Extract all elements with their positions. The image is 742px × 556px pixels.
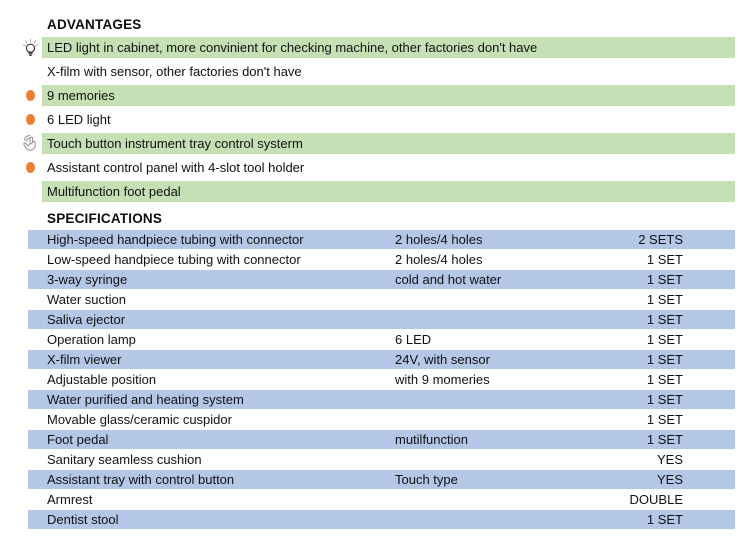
spec-detail-cell	[395, 290, 575, 309]
spec-row	[28, 270, 735, 289]
advantage-text: LED light in cabinet, more convinient for checking machine, other factories don't have	[47, 40, 538, 55]
spec-item-cell: 3-way syringe	[47, 272, 128, 287]
spec-item-cell: Dentist stool	[47, 512, 119, 527]
advantage-row	[42, 37, 735, 58]
spec-detail-cell: 6 LED	[395, 332, 432, 347]
spec-item-cell: X-film viewer	[47, 352, 122, 367]
spec-item-cell: Operation lamp	[47, 332, 136, 347]
spec-row	[28, 470, 735, 489]
spec-detail-cell	[395, 310, 575, 329]
spec-qty-cell: 1 SET	[646, 292, 683, 307]
advantage-text: 9 memories	[47, 88, 115, 103]
touch-icon	[21, 133, 40, 154]
advantage-row	[42, 133, 735, 154]
spec-qty-cell: YES	[656, 472, 683, 487]
spec-detail-cell: with 9 momeries	[395, 372, 490, 387]
spec-item-cell: Foot pedal	[47, 432, 109, 447]
spec-qty-cell: DOUBLE	[629, 492, 683, 507]
spec-qty-cell: 1 SET	[646, 512, 683, 527]
spec-item-cell: Adjustable position	[47, 372, 157, 387]
spec-detail-cell: mutilfunction	[395, 432, 468, 447]
spec-row	[28, 510, 735, 529]
spec-detail-cell	[395, 490, 575, 509]
spec-qty-cell: 1 SET	[646, 252, 683, 267]
advantage-text: Assistant control panel with 4-slot tool holder	[47, 160, 305, 175]
spec-row	[28, 330, 735, 349]
spec-item-cell: Assistant tray with control button	[47, 472, 235, 487]
spec-qty-cell: 1 SET	[646, 272, 683, 287]
advantage-row	[42, 61, 735, 82]
spec-detail-cell	[395, 450, 575, 469]
spec-item-cell: Movable glass/ceramic cuspidor	[47, 412, 232, 427]
spec-row	[28, 390, 735, 409]
spec-row	[28, 230, 735, 249]
spec-qty-cell: 1 SET	[646, 352, 683, 367]
advantage-text: Touch button instrument tray control systerm	[47, 136, 303, 151]
spec-row	[28, 490, 735, 509]
spec-qty-cell: 1 SET	[646, 432, 683, 447]
spec-detail-cell: 24V, with sensor	[395, 352, 490, 367]
spec-detail-cell	[395, 390, 575, 409]
specifications-heading: SPECIFICATIONS	[47, 211, 163, 226]
advantage-row	[42, 157, 735, 178]
spec-item-cell: Saliva ejector	[47, 312, 126, 327]
spec-qty-cell: 1 SET	[646, 392, 683, 407]
spec-row	[28, 370, 735, 389]
spec-row	[28, 450, 735, 469]
advantages-heading: ADVANTAGES	[47, 17, 142, 32]
spec-qty-cell: 1 SET	[646, 372, 683, 387]
spec-item-cell: Armrest	[47, 492, 93, 507]
orange-bullet-icon	[21, 109, 40, 130]
spec-detail-cell: 2 holes/4 holes	[395, 232, 483, 247]
bulb-icon	[21, 37, 40, 58]
spec-qty-cell: YES	[656, 452, 683, 467]
orange-bullet-icon	[21, 85, 40, 106]
spec-row	[28, 250, 735, 269]
spec-row	[28, 410, 735, 429]
spec-detail-cell: cold and hot water	[395, 272, 502, 287]
spec-detail-cell	[395, 410, 575, 429]
spec-item-cell: Sanitary seamless cushion	[47, 452, 202, 467]
advantage-row	[42, 181, 735, 202]
spec-item-cell: Water suction	[47, 292, 126, 307]
spec-row	[28, 290, 735, 309]
orange-bullet-icon	[21, 157, 40, 178]
spec-qty-cell: 2 SETS	[638, 232, 683, 247]
spec-qty-cell: 1 SET	[646, 312, 683, 327]
spec-qty-cell: 1 SET	[646, 412, 683, 427]
specifications-table	[0, 230, 742, 529]
spec-detail-cell	[395, 510, 575, 529]
spec-detail-cell: 2 holes/4 holes	[395, 252, 483, 267]
advantage-row	[42, 85, 735, 106]
spec-detail-cell: Touch type	[395, 472, 458, 487]
spec-item-cell: High-speed handpiece tubing with connector	[47, 232, 304, 247]
advantage-text: X-film with sensor, other factories don't have	[47, 64, 302, 79]
spec-qty-cell: 1 SET	[646, 332, 683, 347]
advantage-text: 6 LED light	[47, 112, 111, 127]
advantage-row	[42, 109, 735, 130]
spec-item-cell: Low-speed handpiece tubing with connector	[47, 252, 301, 267]
spec-row	[28, 430, 735, 449]
spec-row	[28, 350, 735, 369]
spec-row	[28, 310, 735, 329]
advantage-text: Multifunction foot pedal	[47, 184, 181, 199]
spec-item-cell: Water purified and heating system	[47, 392, 244, 407]
